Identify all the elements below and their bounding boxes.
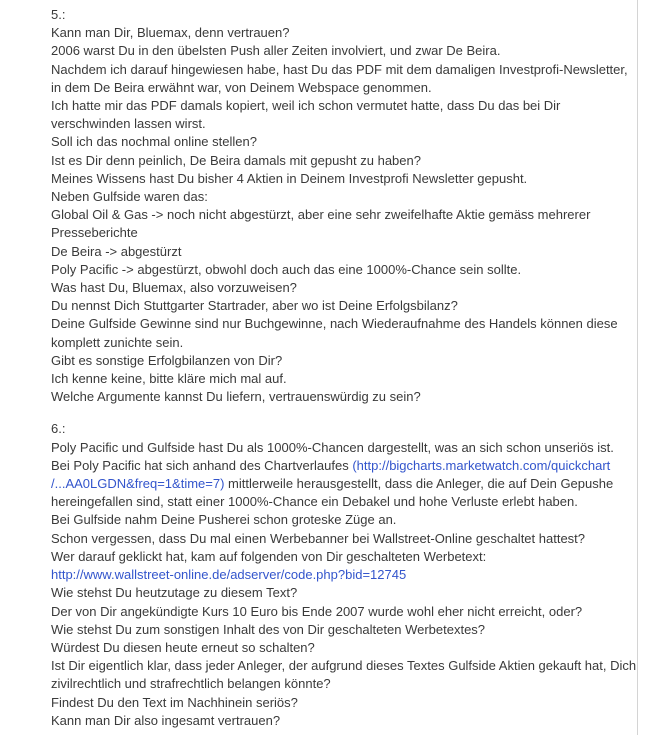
text-line-segment: Ist Dir eigentlich klar, dass jeder Anleger, der aufgrund dieses Textes Gulfside Aktien gekauft hat, Dich: [51, 658, 637, 674]
text-line-segment: Kann man Dir, Bluemax, denn vertrauen?: [51, 25, 290, 41]
text-line-segment: Was hast Du, Bluemax, also vorzuweisen?: [51, 280, 297, 296]
text-line-segment: 6.:: [51, 421, 66, 437]
text-line-segment: 2006 warst Du in den übelsten Push aller Zeiten involviert, und zwar De Beira.: [51, 43, 501, 59]
text-line-segment: Findest Du den Text im Nachhinein seriös?: [51, 694, 298, 710]
text-line-segment: Welche Argumente kannst Du liefern, vertrauenswürdig zu sein?: [51, 389, 421, 405]
section-6: [51, 420, 637, 729]
text-line-segment: Wie stehst Du zum sonstigen Inhalt des von Dir geschalteten Werbetextes?: [51, 621, 486, 637]
text-line-segment: Bei Poly Pacific hat sich anhand des Chartverlaufes: [51, 457, 353, 473]
text-line-segment: mittlerweile herausgestellt, dass die Anleger, die auf Dein Gepushe: [224, 476, 614, 492]
text-line-segment: Neben Gulfside waren das:: [51, 189, 208, 205]
text-line-segment: Wer darauf geklickt hat, kam auf folgenden von Dir geschalteten Werbetext:: [51, 548, 487, 564]
text-line-segment: Ich kenne keine, bitte kläre mich mal auf.: [51, 371, 287, 387]
text-line-segment: Der von Dir angekündigte Kurs 10 Euro bis Ende 2007 wurde wohl eher nicht erreicht, oder?: [51, 603, 583, 619]
text-line-segment: Schon vergessen, dass Du mal einen Werbebanner bei Wallstreet-Online geschaltet hattest?: [51, 530, 586, 546]
bigcharts-link-part1[interactable]: (http://bigcharts.marketwatch.com/quickchart: [352, 457, 611, 473]
text-line-segment: Du nennst Dich Stuttgarter Startrader, aber wo ist Deine Erfolgsbilanz?: [51, 298, 458, 314]
post-body: [51, 6, 637, 730]
text-line-segment: Poly Pacific und Gulfside hast Du als 1000%-Chancen dargestellt, was an sich schon unseriös ist.: [51, 439, 614, 455]
text-line-segment: Nachdem ich darauf hingewiesen habe, hast Du das PDF mit dem damaligen Investprofi-Newsletter,: [51, 61, 628, 77]
text-line-segment: Ich hatte mir das PDF damals kopiert, weil ich schon vermutet hatte, dass Du das bei Dir: [51, 98, 561, 114]
text-line-segment: Wie stehst Du heutzutage zu diesem Text?: [51, 585, 298, 601]
text-line-segment: zivilrechtlich und strafrechtlich belangen könnte?: [51, 676, 331, 692]
text-line-segment: Soll ich das nochmal online stellen?: [51, 134, 257, 150]
text-line-segment: verschwinden lassen wirst.: [51, 116, 206, 132]
text-line-segment: Deine Gulfside Gewinne sind nur Buchgewinne, nach Wiederaufnahme des Handels können diese: [51, 316, 618, 332]
text-line-segment: 5.:: [51, 7, 66, 22]
section-5: [51, 6, 633, 406]
text-line-segment: De Beira -> abgestürzt: [51, 243, 182, 259]
text-line-segment: Bei Gulfside nahm Deine Pusherei schon groteske Züge an.: [51, 512, 397, 528]
text-line-segment: Global Oil & Gas -> noch nicht abgestürzt, aber eine sehr zweifelhafte Aktie gemäss mehrerer: [51, 207, 591, 223]
bigcharts-link-part2[interactable]: /...AA0LGDN&freq=1&time=7): [51, 476, 225, 492]
text-line-segment: Gibt es sonstige Erfolgbilanzen von Dir?: [51, 352, 283, 368]
text-line-segment: Kann man Dir also ingesamt vertrauen?: [51, 712, 281, 728]
content-right-border: [637, 0, 638, 735]
text-line-segment: Presseberichte: [51, 225, 138, 241]
text-line-segment: Würdest Du diesen heute erneut so schalten?: [51, 639, 315, 655]
text-line-segment: Meines Wissens hast Du bisher 4 Aktien in Deinem Investprofi Newsletter gepusht.: [51, 170, 528, 186]
text-line-segment: komplett zunichte sein.: [51, 334, 184, 350]
wallstreet-online-adserver-link[interactable]: http://www.wallstreet-online.de/adserver/code.php?bid=12745: [51, 567, 407, 583]
text-line-segment: in dem De Beira erwähnt war, von Deinem Webspace genommen.: [51, 79, 432, 95]
text-line-segment: Ist es Dir denn peinlich, De Beira damals mit gepusht zu haben?: [51, 152, 421, 168]
text-line-segment: Poly Pacific -> abgestürzt, obwohl doch auch das eine 1000%-Chance sein sollte.: [51, 261, 522, 277]
text-line-segment: hereingefallen sind, statt einer 1000%-Chance ein Debakel und hohe Verluste erlebt haben.: [51, 494, 578, 510]
